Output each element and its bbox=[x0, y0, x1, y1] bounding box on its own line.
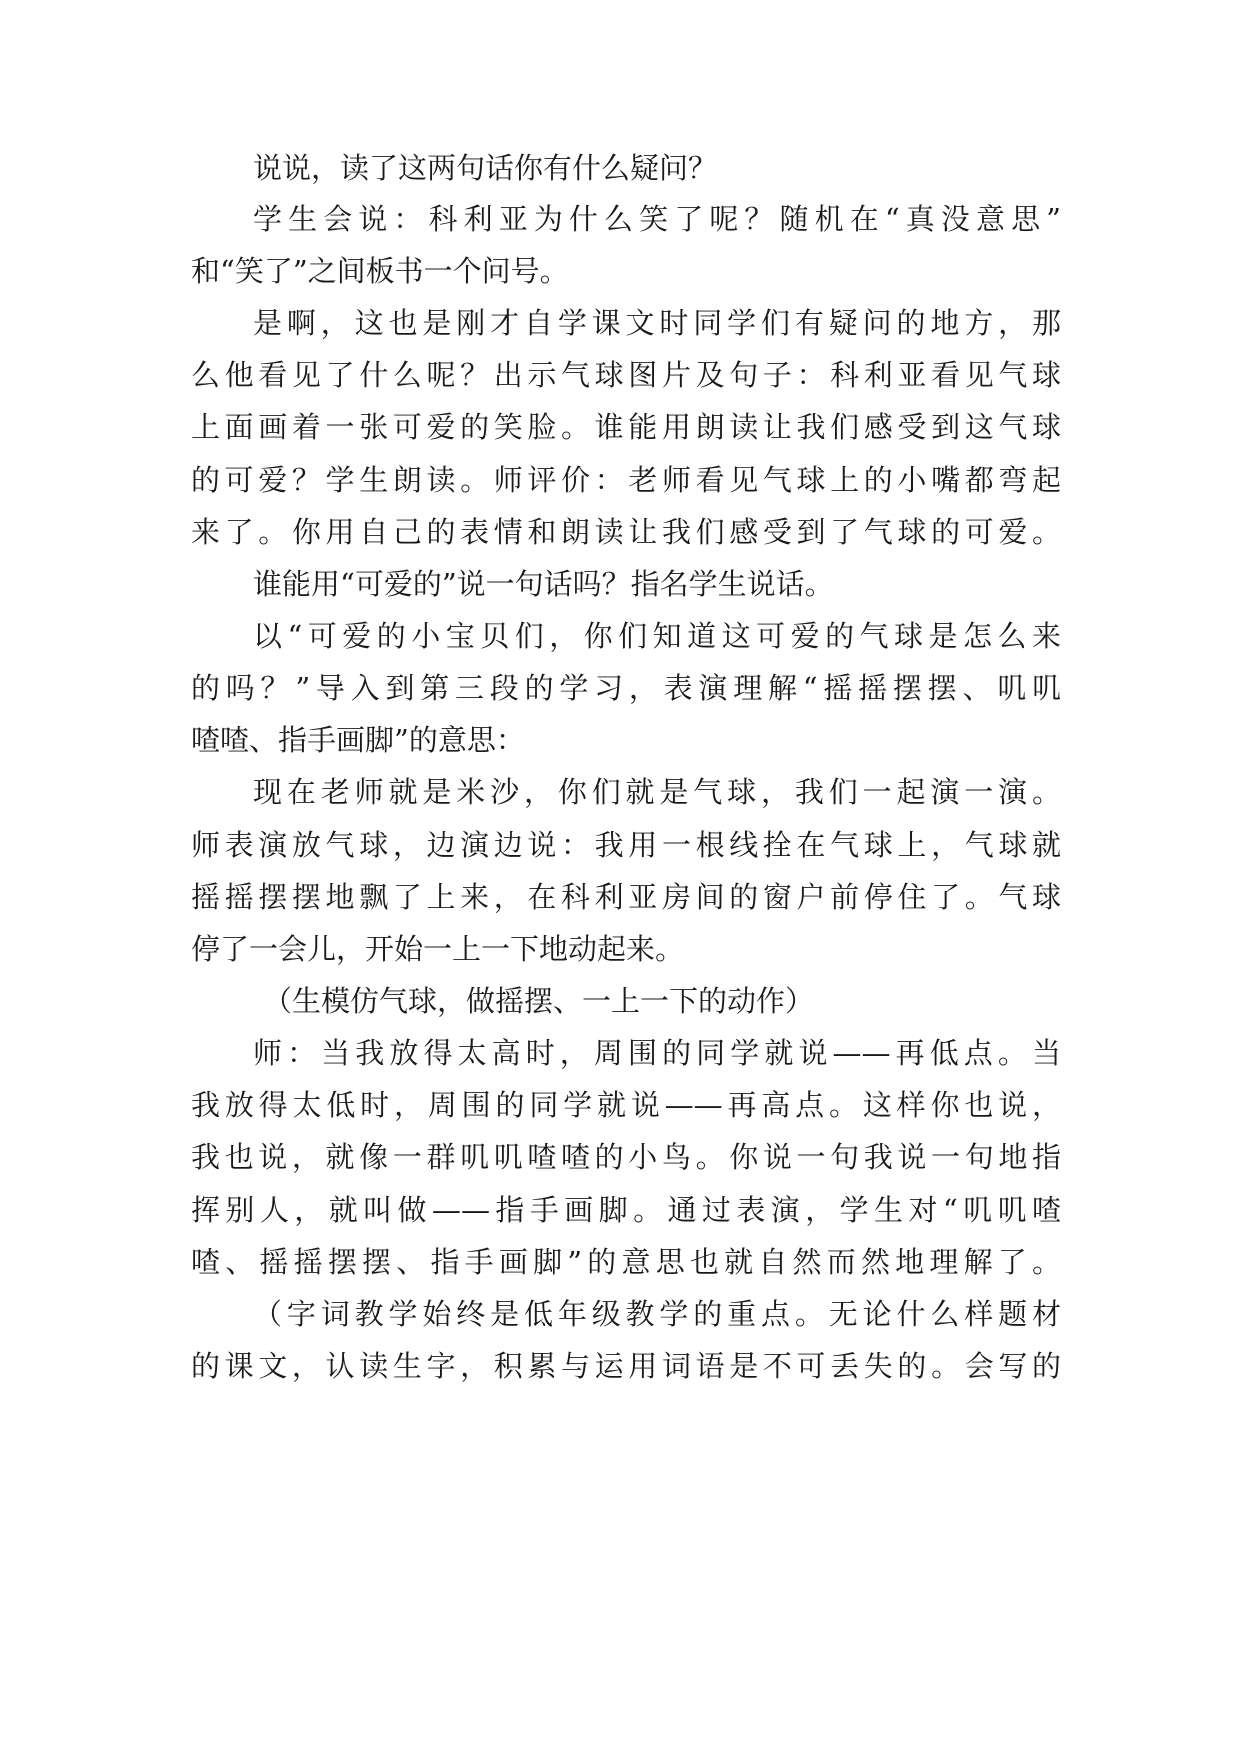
text-line-8: 来了。你用自己的表情和朗读让我们感受到了气球的可爱。 bbox=[191, 515, 1061, 549]
text-line-17: （生模仿气球，做摇摆、一上一下的动作） bbox=[263, 984, 815, 1018]
text-line-6: 上面画着一张可爱的笑脸。谁能用朗读让我们感受到这气球 bbox=[191, 410, 1061, 444]
text-line-18: 师：当我放得太高时，周围的同学就说——再低点。当 bbox=[253, 1036, 1061, 1070]
text-line-20: 我也说，就像一群叽叽喳喳的小鸟。你说一句我说一句地指 bbox=[191, 1140, 1061, 1174]
text-line-1: 说说，读了这两句话你有什么疑问？ bbox=[253, 151, 718, 185]
text-line-19: 我放得太低时，周围的同学就说——再高点。这样你也说， bbox=[191, 1088, 1061, 1122]
text-line-15: 摇摇摆摆地飘了上来，在科利亚房间的窗户前停住了。气球 bbox=[191, 880, 1061, 914]
text-line-11: 的吗？”导入到第三段的学习，表演理解“摇摇摆摆、叽叽 bbox=[191, 671, 1061, 705]
text-line-2: 学生会说：科利亚为什么笑了呢？随机在“真没意思” bbox=[253, 202, 1061, 236]
text-line-13: 现在老师就是米沙，你们就是气球，我们一起演一演。 bbox=[253, 775, 1061, 809]
text-line-21: 挥别人，就叫做——指手画脚。通过表演，学生对“叽叽喳 bbox=[191, 1193, 1061, 1227]
text-line-12: 喳喳、指手画脚”的意思： bbox=[191, 723, 525, 757]
text-line-10: 以“可爱的小宝贝们，你们知道这可爱的气球是怎么来 bbox=[253, 619, 1061, 653]
text-line-16: 停了一会儿，开始一上一下地动起来。 bbox=[191, 932, 685, 966]
text-line-24: 的课文，认读生字，积累与运用词语是不可丢失的。会写的 bbox=[191, 1349, 1061, 1383]
text-line-22: 喳、摇摇摆摆、指手画脚”的意思也就自然而然地理解了。 bbox=[191, 1245, 1061, 1279]
text-line-5: 么他看见了什么呢？出示气球图片及句子：科利亚看见气球 bbox=[191, 358, 1061, 392]
text-line-3: 和“笑了”之间板书一个问号。 bbox=[191, 254, 569, 288]
text-line-9: 谁能用“可爱的”说一句话吗？指名学生说话。 bbox=[253, 567, 834, 601]
text-line-23: （字词教学始终是低年级教学的重点。无论什么样题材 bbox=[253, 1297, 1061, 1331]
text-line-4: 是啊，这也是刚才自学课文时同学们有疑问的地方，那 bbox=[253, 306, 1061, 340]
text-line-7: 的可爱？学生朗读。师评价：老师看见气球上的小嘴都弯起 bbox=[191, 463, 1061, 497]
text-line-14: 师表演放气球，边演边说：我用一根线拴在气球上，气球就 bbox=[191, 828, 1061, 862]
